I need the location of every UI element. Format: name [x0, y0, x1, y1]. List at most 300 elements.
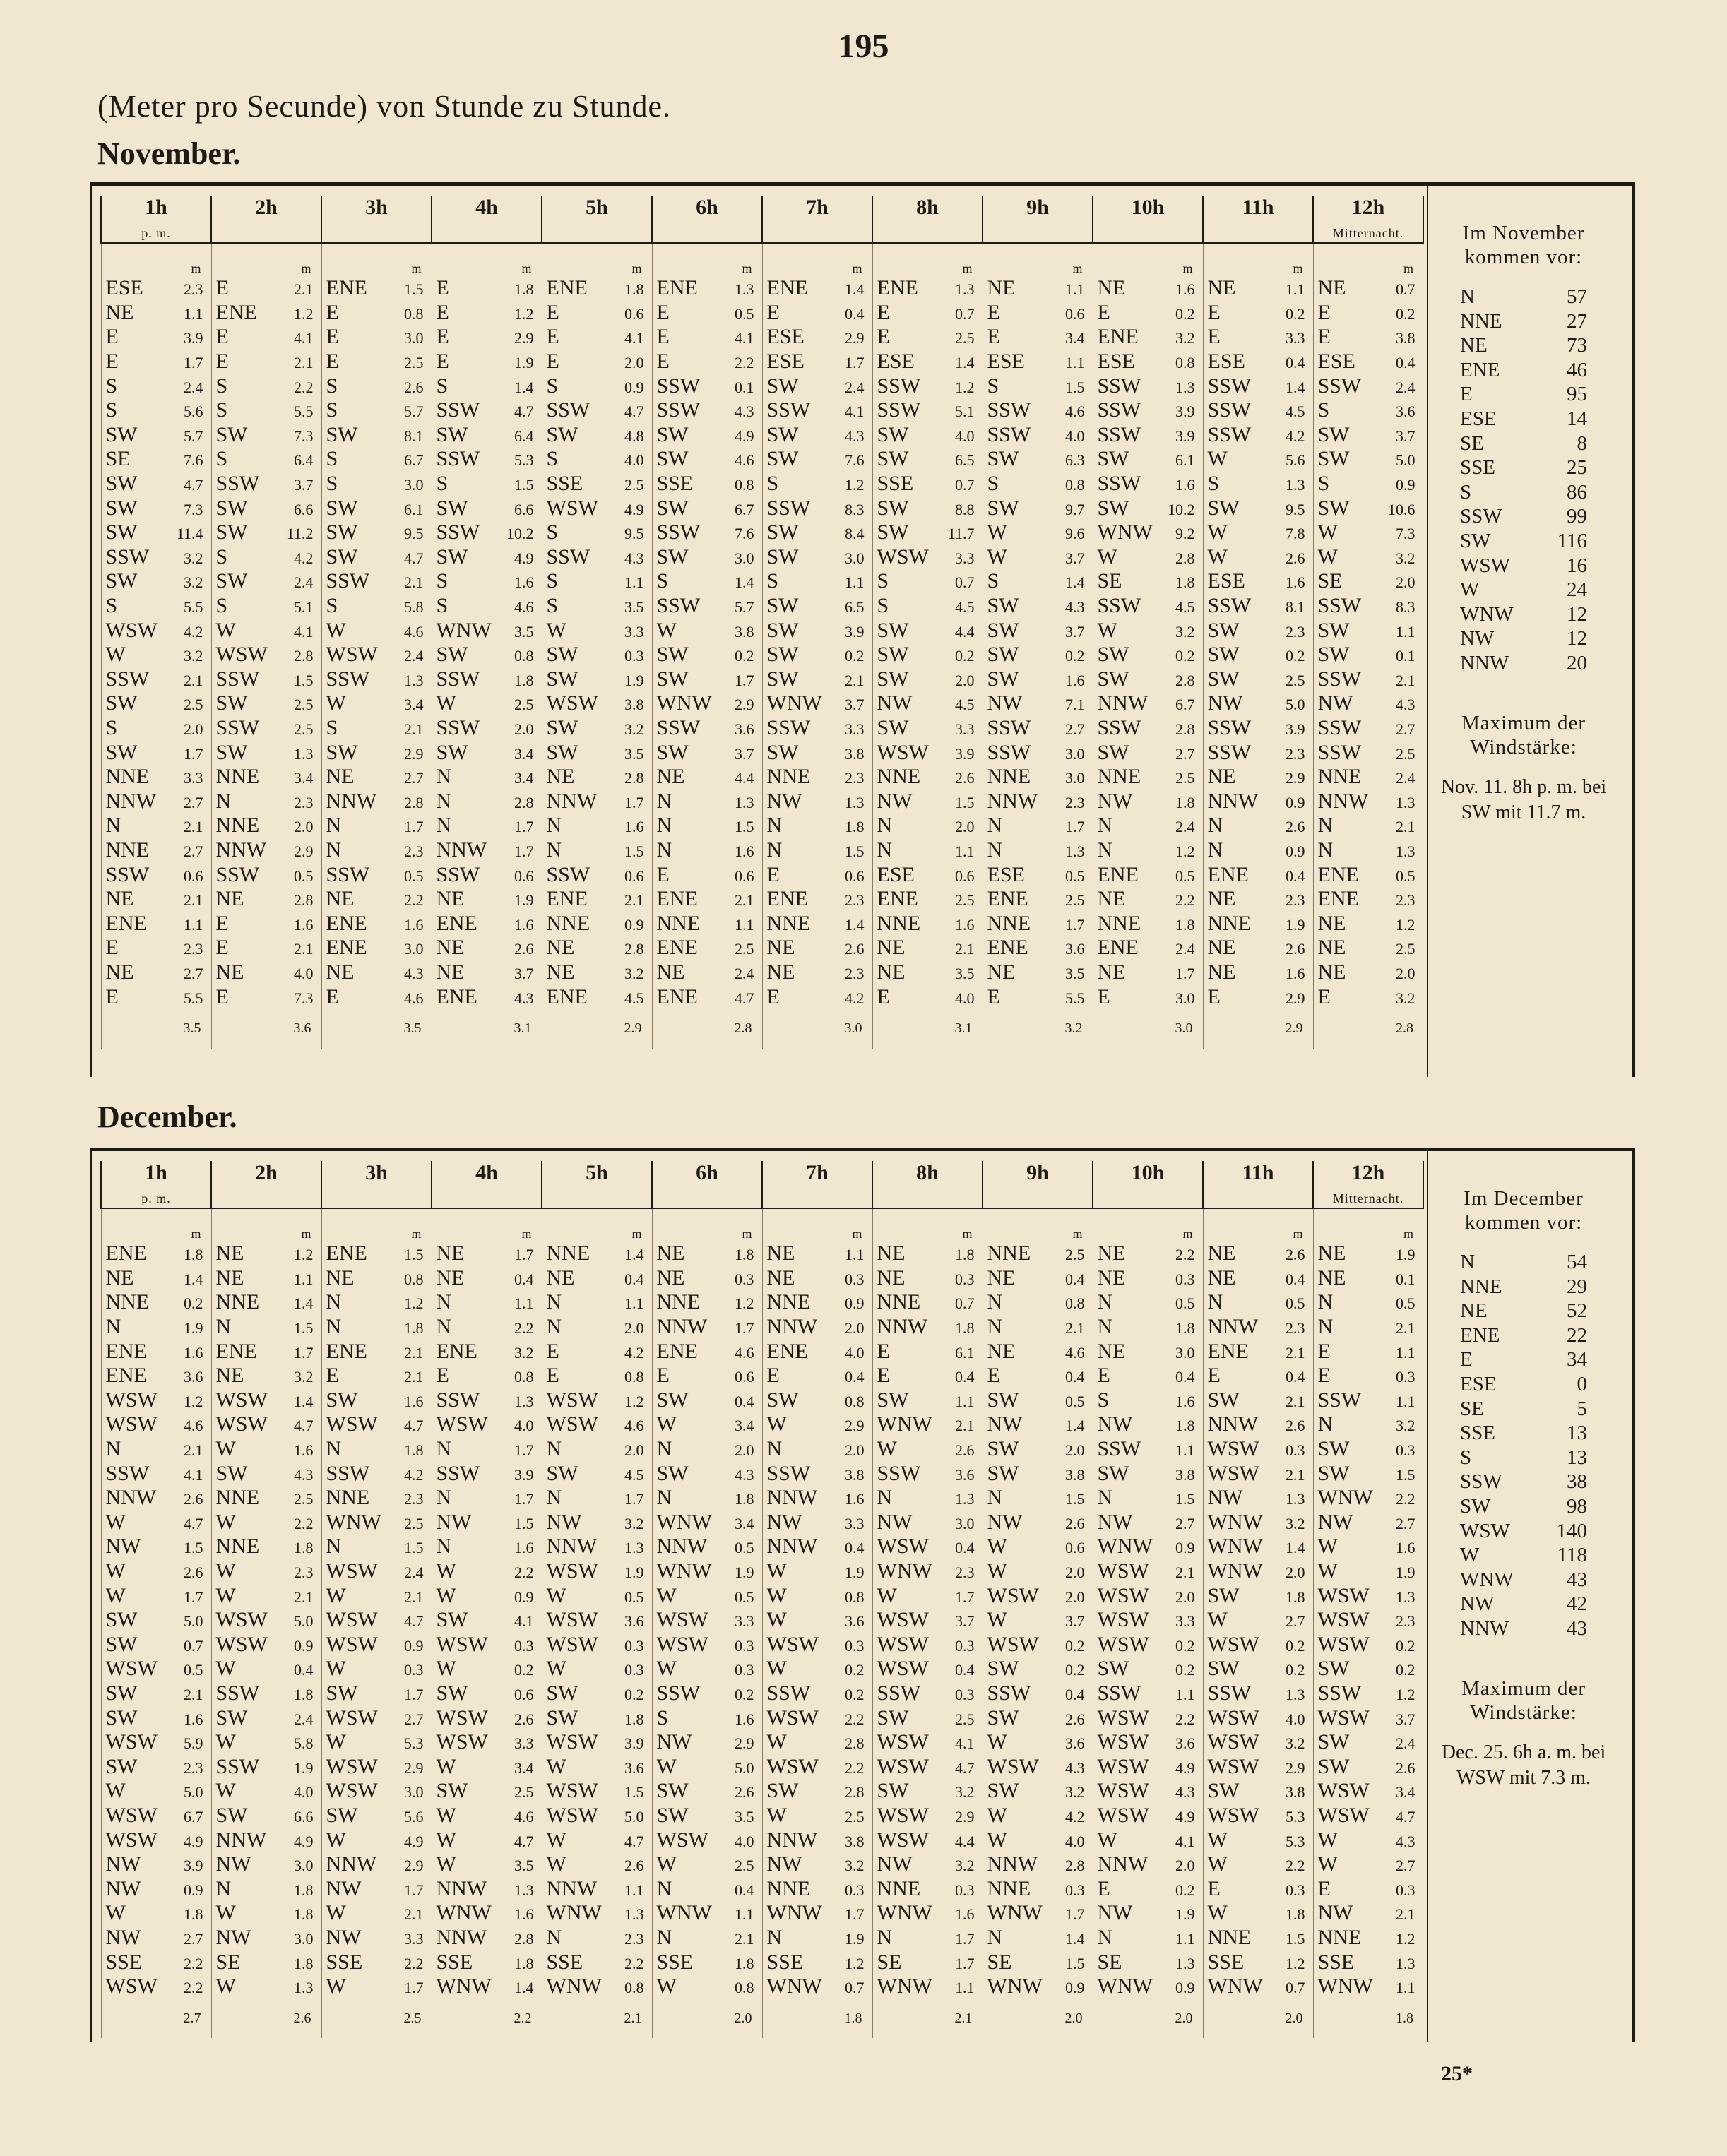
wind-cell [872, 1657, 983, 1681]
wind-cell [1313, 911, 1423, 936]
wind-speed: 1.3 [1286, 1490, 1305, 1508]
wind-speed: 1.3 [514, 1392, 534, 1410]
list-item [1460, 309, 1587, 334]
wind-cell [211, 814, 321, 838]
wind-direction: WNW [656, 1901, 712, 1925]
wind-cell [432, 862, 542, 887]
wind-direction: SSW [1097, 398, 1141, 422]
wind-cell [1313, 984, 1423, 1009]
wind-cell [872, 374, 983, 398]
wind-direction: E [105, 350, 119, 374]
wind-speed: 0.5 [1286, 1294, 1305, 1313]
count-direction: E [1460, 1348, 1473, 1371]
wind-direction: WSW [766, 1632, 819, 1656]
wind-cell [432, 398, 542, 423]
wind-speed: 0.5 [404, 866, 424, 885]
wind-speed: 3.7 [514, 964, 534, 982]
wind-direction: N [326, 814, 342, 838]
wind-speed: 1.1 [1175, 1685, 1195, 1703]
wind-direction: NNE [766, 911, 811, 935]
wind-speed: 4.3 [624, 549, 644, 567]
wind-cell [872, 1388, 983, 1413]
wind-speed: 5.0 [624, 1807, 644, 1826]
wind-direction: E [1317, 1876, 1331, 1900]
maximum-text: Nov. 11. 8h p. m. bei SW mit 11.7 m. [1440, 775, 1607, 823]
wind-direction: SSW [987, 422, 1031, 446]
wind-speed: 0.2 [514, 1661, 534, 1679]
wind-speed: 0.5 [735, 1588, 754, 1606]
wind-speed: 4.9 [404, 1832, 424, 1850]
wind-cell [1203, 1975, 1313, 1999]
wind-speed: 2.9 [404, 1758, 424, 1777]
wind-speed: 1.9 [735, 1564, 754, 1582]
wind-direction: W [766, 1803, 787, 1827]
wind-speed: 1.1 [624, 1881, 644, 1899]
wind-speed: 3.8 [624, 696, 644, 714]
wind-cell [1203, 1852, 1313, 1877]
wind-direction: S [1317, 398, 1330, 422]
wind-cell [1093, 1828, 1203, 1852]
hour-mean: 2.0 [652, 1999, 762, 2038]
wind-speed: 3.8 [845, 744, 865, 763]
hour-sub-midnight: Mitternacht. [1332, 226, 1404, 240]
wind-speed: 1.9 [294, 1758, 314, 1777]
count-direction: W [1460, 1544, 1480, 1567]
wind-direction: SW [215, 1461, 248, 1485]
wind-cell [762, 1926, 872, 1950]
wind-cell [652, 1804, 762, 1828]
wind-speed: 2.2 [1175, 1710, 1195, 1728]
wind-direction: SW [1207, 618, 1240, 642]
wind-speed: 4.2 [624, 1343, 644, 1362]
count-value: 99 [1567, 505, 1587, 528]
wind-speed: 1.8 [1175, 573, 1195, 592]
wind-direction: W [987, 520, 1007, 544]
wind-cell [211, 1486, 321, 1511]
wind-cell [101, 643, 211, 667]
wind-speed: 2.2 [1286, 1857, 1305, 1875]
table-row [101, 691, 1423, 716]
wind-cell [432, 1608, 542, 1633]
count-direction: NNW [1460, 651, 1509, 674]
wind-direction: N [987, 838, 1003, 862]
wind-cell [542, 1876, 652, 1901]
november-block [90, 182, 1635, 1077]
wind-speed: 4.7 [184, 1514, 203, 1532]
table-row [101, 325, 1423, 350]
wind-direction: N [877, 1486, 893, 1510]
wind-direction: SW [766, 618, 799, 642]
wind-speed: 4.1 [514, 1612, 534, 1631]
wind-direction: NNW [215, 838, 267, 862]
wind-cell [1093, 716, 1203, 741]
december-title: December. [97, 1100, 237, 1134]
wind-cell [1093, 1583, 1203, 1608]
wind-cell [1093, 520, 1203, 545]
count-value: 86 [1567, 480, 1587, 504]
table-row [101, 398, 1423, 423]
wind-direction: SW [1317, 643, 1350, 667]
wind-cell [1313, 276, 1423, 301]
wind-direction: SW [987, 1388, 1019, 1412]
wind-direction: NE [215, 1364, 244, 1388]
wind-direction: N [546, 1925, 562, 1949]
wind-speed: 3.7 [1396, 1710, 1416, 1728]
wind-direction: SW [326, 422, 358, 446]
wind-direction: SW [1097, 643, 1129, 667]
wind-speed: 2.1 [294, 280, 314, 299]
wind-direction: NNE [987, 1876, 1031, 1900]
wind-cell [983, 1339, 1093, 1364]
wind-cell [1093, 789, 1203, 814]
wind-speed: 0.2 [845, 647, 865, 665]
december-wind-table [100, 1161, 1424, 2038]
wind-cell [542, 691, 652, 716]
wind-cell [101, 569, 211, 594]
wind-direction: NE [766, 936, 795, 960]
wind-speed: 2.1 [184, 818, 203, 836]
wind-direction: NW [987, 1412, 1023, 1436]
wind-speed: 1.7 [1065, 915, 1085, 934]
wind-direction: W [766, 1559, 787, 1583]
wind-speed: 4.7 [184, 476, 203, 494]
wind-speed: 0.9 [514, 1588, 534, 1606]
wind-speed: 3.6 [624, 1612, 644, 1631]
wind-direction: E [656, 1364, 670, 1388]
wind-direction: WSW [326, 1705, 378, 1729]
wind-cell [321, 911, 432, 936]
wind-direction: NE [215, 887, 244, 911]
wind-direction: WNW [326, 1510, 381, 1534]
wind-cell [432, 1754, 542, 1779]
wind-direction: ENE [877, 887, 918, 911]
hour-header [1203, 1161, 1313, 1208]
wind-cell [1203, 887, 1313, 912]
wind-direction: SE [877, 1950, 902, 1974]
wind-direction: SW [215, 1803, 248, 1827]
wind-cell [652, 1290, 762, 1315]
wind-speed: 2.3 [1286, 744, 1305, 763]
wind-speed: 2.5 [955, 329, 975, 347]
wind-speed: 0.6 [735, 866, 754, 885]
wind-speed: 1.7 [845, 1905, 865, 1924]
wind-direction: WSW [105, 1388, 158, 1412]
wind-cell [1093, 618, 1203, 643]
wind-cell [652, 520, 762, 545]
wind-speed: 2.8 [1175, 549, 1195, 567]
wind-direction: SW [987, 447, 1019, 471]
wind-cell [1093, 1633, 1203, 1657]
hour-sub-pm: p. m. [141, 1191, 171, 1205]
wind-cell [762, 1804, 872, 1828]
wind-speed: 1.6 [845, 1490, 865, 1508]
wind-speed: 4.3 [404, 964, 424, 982]
wind-direction: WSW [546, 691, 598, 715]
wind-direction: W [326, 618, 346, 642]
wind-speed: 2.6 [845, 940, 865, 958]
wind-cell [1203, 1241, 1313, 1266]
list-item [1460, 1347, 1587, 1372]
wind-cell [1093, 1290, 1203, 1315]
wind-speed: 2.6 [404, 378, 424, 396]
wind-speed: 5.7 [735, 598, 754, 617]
wind-speed: 4.9 [1175, 1807, 1195, 1826]
wind-direction: S [436, 569, 449, 593]
wind-speed: 2.6 [624, 1857, 644, 1875]
wind-speed: 9.2 [1175, 525, 1195, 543]
wind-direction: SW [215, 496, 248, 520]
wind-cell [542, 765, 652, 790]
wind-speed: 5.0 [184, 1783, 203, 1801]
wind-cell [321, 569, 432, 594]
wind-speed: 2.4 [1175, 940, 1195, 958]
wind-speed: 1.6 [514, 915, 534, 934]
wind-direction: WSW [546, 1730, 598, 1754]
wind-speed: 2.9 [404, 1857, 424, 1875]
wind-speed: 1.7 [955, 1929, 975, 1948]
wind-speed: 3.3 [735, 1612, 754, 1631]
hour-header [652, 1161, 762, 1208]
wind-speed: 1.1 [1065, 354, 1085, 372]
wind-cell [872, 1901, 983, 1926]
wind-cell [432, 887, 542, 912]
wind-direction: SSW [436, 398, 480, 422]
table-row [101, 789, 1423, 814]
wind-speed: 0.3 [1396, 1881, 1416, 1899]
wind-direction: ENE [436, 984, 477, 1008]
wind-cell [1313, 1364, 1423, 1388]
wind-direction: N [326, 1535, 342, 1559]
wind-direction: WSW [436, 1412, 488, 1436]
wind-speed: 1.7 [1175, 964, 1195, 982]
wind-direction: N [987, 814, 1003, 838]
wind-direction: N [436, 814, 452, 838]
wind-cell [432, 1975, 542, 1999]
wind-direction: SW [987, 496, 1019, 520]
wind-speed: 0.2 [1065, 1661, 1085, 1679]
wind-direction: NE [877, 1241, 906, 1265]
wind-direction: N [987, 1315, 1003, 1339]
wind-direction: SSW [436, 1388, 480, 1412]
wind-direction: WNW [436, 618, 492, 642]
wind-cell [652, 1852, 762, 1877]
wind-speed: 1.7 [184, 744, 203, 763]
wind-direction: E [1207, 325, 1221, 349]
list-item [1460, 1470, 1587, 1494]
wind-cell [1203, 398, 1313, 423]
wind-cell [983, 1730, 1093, 1755]
wind-cell [542, 1754, 652, 1779]
wind-speed: 0.3 [735, 1270, 754, 1288]
wind-cell [321, 643, 432, 667]
wind-cell [652, 423, 762, 448]
wind-cell [652, 740, 762, 765]
wind-direction: NW [877, 1852, 913, 1876]
wind-speed: 0.6 [514, 866, 534, 885]
wind-speed: 0.9 [404, 1636, 424, 1655]
wind-direction: SSW [105, 1461, 150, 1485]
wind-speed: 0.5 [624, 1588, 644, 1606]
wind-cell [432, 1804, 542, 1828]
wind-speed: 1.9 [1175, 1905, 1195, 1924]
wind-direction: NE [1097, 1241, 1126, 1265]
wind-direction: S [546, 594, 559, 618]
wind-direction: WSW [1097, 1608, 1149, 1632]
wind-speed: 2.1 [1286, 1465, 1305, 1484]
wind-cell [211, 1828, 321, 1852]
wind-speed: 2.5 [955, 891, 975, 910]
wind-direction: SW [766, 740, 799, 764]
count-direction: N [1460, 285, 1475, 308]
wind-direction: ESE [1317, 350, 1355, 374]
wind-speed: 7.3 [184, 500, 203, 518]
wind-speed: 6.6 [294, 500, 314, 518]
table-row [101, 1511, 1423, 1535]
wind-cell [1313, 398, 1423, 423]
wind-speed: 2.2 [1175, 891, 1195, 910]
wind-cell [101, 1437, 211, 1462]
count-direction: WNW [1460, 1568, 1514, 1591]
wind-cell [432, 325, 542, 350]
wind-cell [1313, 1437, 1423, 1462]
list-item [1460, 1543, 1587, 1568]
wind-speed: 1.6 [184, 1343, 203, 1362]
wind-speed: 2.4 [404, 1564, 424, 1582]
wind-direction: W [215, 1657, 236, 1681]
wind-speed: 3.5 [624, 598, 644, 617]
wind-direction: E [546, 1339, 559, 1363]
wind-direction: SW [546, 422, 578, 446]
table-row [101, 1535, 1423, 1559]
wind-direction: E [1097, 1876, 1110, 1900]
november-summary [1427, 186, 1619, 1077]
wind-speed: 2.3 [294, 1564, 314, 1582]
wind-speed: 1.1 [735, 915, 754, 934]
wind-speed: 2.0 [955, 671, 975, 689]
wind-speed: 8.8 [955, 500, 975, 518]
wind-speed: 3.0 [735, 549, 754, 567]
wind-speed: 5.6 [184, 403, 203, 421]
hour-mean: 3.6 [211, 1009, 321, 1049]
wind-cell [1313, 1266, 1423, 1291]
wind-cell [1093, 1339, 1203, 1364]
wind-speed: 3.4 [1396, 1783, 1416, 1801]
wind-cell [652, 398, 762, 423]
wind-direction: W [766, 1657, 787, 1681]
hour-header [211, 1161, 321, 1208]
wind-cell [211, 472, 321, 496]
wind-direction: SW [656, 1803, 689, 1827]
wind-cell [1313, 740, 1423, 765]
list-item [1460, 1323, 1587, 1348]
wind-cell [321, 862, 432, 887]
wind-cell [1203, 1779, 1313, 1804]
wind-direction: W [1317, 520, 1338, 544]
wind-direction: WSW [1317, 1608, 1370, 1632]
wind-direction: N [436, 1486, 452, 1510]
maximum-text: Dec. 25. 6h a. m. bei WSW mit 7.3 m. [1441, 1741, 1606, 1789]
wind-direction: NW [766, 1852, 802, 1876]
wind-speed: 3.2 [514, 1343, 534, 1362]
wind-cell [542, 545, 652, 570]
count-value: 34 [1567, 1348, 1587, 1371]
wind-speed: 2.3 [1065, 793, 1085, 811]
wind-cell [652, 1339, 762, 1364]
wind-cell [652, 838, 762, 863]
wind-direction: SSE [1317, 1950, 1355, 1974]
wind-speed: 1.8 [1286, 1905, 1305, 1924]
wind-direction: SW [987, 643, 1019, 667]
wind-cell [652, 1364, 762, 1388]
wind-cell [762, 1461, 872, 1486]
wind-direction: NE [1207, 765, 1236, 789]
wind-speed: 2.6 [1065, 1710, 1085, 1728]
wind-cell [101, 276, 211, 301]
wind-cell [101, 1950, 211, 1975]
wind-direction: SW [877, 1705, 909, 1729]
wind-cell [983, 1511, 1093, 1535]
wind-speed: 1.4 [955, 354, 975, 372]
wind-speed: 9.5 [404, 525, 424, 543]
wind-direction: SSW [656, 374, 701, 398]
wind-speed: 0.3 [1175, 1270, 1195, 1288]
wind-direction: NE [987, 1339, 1016, 1363]
wind-cell [321, 1852, 432, 1877]
wind-cell [101, 1681, 211, 1706]
wind-direction: S [546, 520, 559, 544]
hour-mean: 2.5 [321, 1999, 432, 2038]
wind-cell [542, 472, 652, 496]
wind-speed: 3.2 [1175, 329, 1195, 347]
wind-direction: W [656, 1975, 677, 1999]
wind-cell [652, 1437, 762, 1462]
wind-cell [101, 1828, 211, 1852]
wind-cell [1203, 1876, 1313, 1901]
wind-cell [983, 838, 1093, 863]
wind-cell [1203, 1511, 1313, 1535]
wind-speed: 2.6 [1396, 1758, 1416, 1777]
wind-speed: 3.4 [735, 1417, 754, 1435]
wind-speed: 4.0 [294, 964, 314, 982]
wind-direction: SSW [656, 715, 701, 739]
wind-cell [762, 814, 872, 838]
wind-direction: W [656, 1657, 677, 1681]
wind-direction: E [766, 862, 780, 886]
wind-cell [872, 1241, 983, 1266]
wind-direction: NNW [436, 838, 487, 862]
wind-direction: SW [766, 544, 799, 568]
wind-cell [211, 496, 321, 520]
wind-direction: W [1207, 447, 1228, 471]
wind-cell [983, 423, 1093, 448]
hour-mean: 2.9 [1203, 1009, 1313, 1049]
count-direction: E [1460, 383, 1473, 406]
wind-direction: NW [215, 1925, 251, 1949]
wind-speed: 3.8 [845, 1832, 865, 1850]
wind-cell [1093, 1926, 1203, 1950]
wind-cell [652, 1633, 762, 1657]
wind-cell [983, 545, 1093, 570]
wind-cell [1203, 1608, 1313, 1633]
list-item [1460, 1250, 1587, 1275]
wind-direction: E [215, 276, 229, 300]
list-item [1460, 602, 1587, 627]
wind-cell [652, 1950, 762, 1975]
wind-cell [872, 1364, 983, 1388]
wind-cell [1203, 1950, 1313, 1975]
wind-cell [872, 569, 983, 594]
december-block [90, 1148, 1635, 2042]
